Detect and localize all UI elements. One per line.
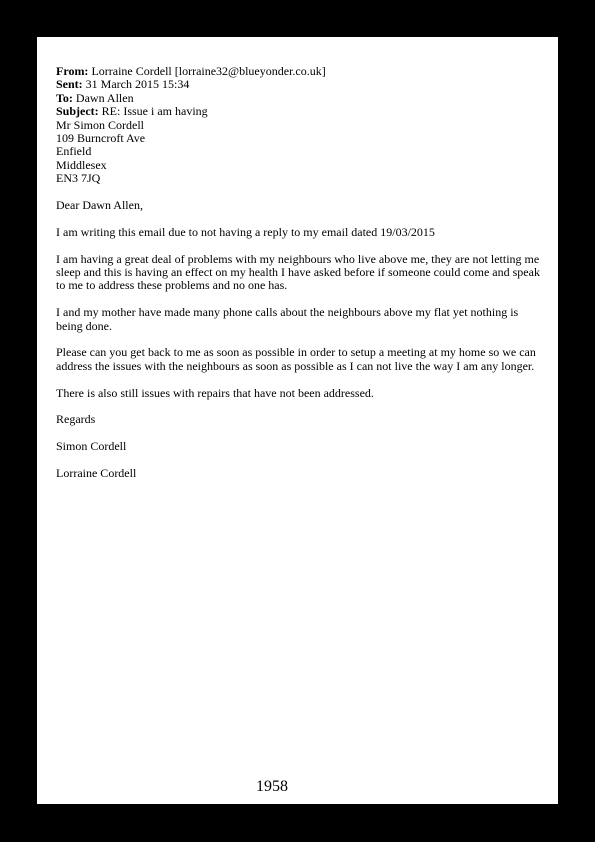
- closing: Regards: [56, 412, 96, 427]
- body-paragraph: I and my mother have made many phone calls about the neighbours above my flat yet nothing is being done.: [56, 305, 519, 333]
- to-line: [56, 92, 546, 105]
- sent-line: [56, 78, 546, 91]
- address-line: EN3 7JQ: [56, 171, 101, 186]
- subject-line: [56, 105, 546, 118]
- signature: Lorraine Cordell: [56, 466, 137, 481]
- sent-label: Sent:: [56, 77, 83, 92]
- body-paragraph: I am writing this email due to not having a reply to my email dated 19/03/2015: [56, 224, 435, 239]
- subject-value: RE: Issue i am having: [101, 104, 208, 119]
- body-paragraph: I am having a great deal of problems with my neighbours who live above me, they are not letting me sleep and this is having an effect on my health I have asked before if someone could come and speak to me to address these problems and no one has.: [56, 251, 540, 293]
- body-paragraph: There is also still issues with repairs that have not been addressed.: [56, 385, 374, 400]
- salutation: Dear Dawn Allen,: [56, 198, 143, 213]
- from-value: Lorraine Cordell [lorraine32@blueyonder.co.uk]: [91, 64, 326, 78]
- to-value: Dawn Allen: [75, 90, 134, 105]
- from-label: From:: [56, 64, 89, 78]
- address-line: Middlesex: [56, 157, 107, 172]
- sent-value: 31 March 2015 15:34: [85, 77, 190, 92]
- page-number: 1958: [256, 778, 288, 795]
- address-line: Enfield: [56, 144, 92, 159]
- signature: Simon Cordell: [56, 439, 127, 454]
- body-paragraph: Please can you get back to me as soon as possible in order to setup a meeting at my home so we can address the issues with the neighbours as soon as possible as I can not live the way I am any longer.: [56, 345, 536, 373]
- from-line: [56, 65, 546, 78]
- sender-address: [56, 119, 546, 186]
- subject-label: Subject:: [56, 104, 99, 119]
- document-page: [37, 37, 558, 804]
- address-line: 109 Burncroft Ave: [56, 131, 146, 146]
- to-label: To:: [56, 90, 73, 105]
- email-header: [56, 65, 546, 119]
- email-content: [56, 65, 546, 480]
- address-line: Mr Simon Cordell: [56, 117, 145, 132]
